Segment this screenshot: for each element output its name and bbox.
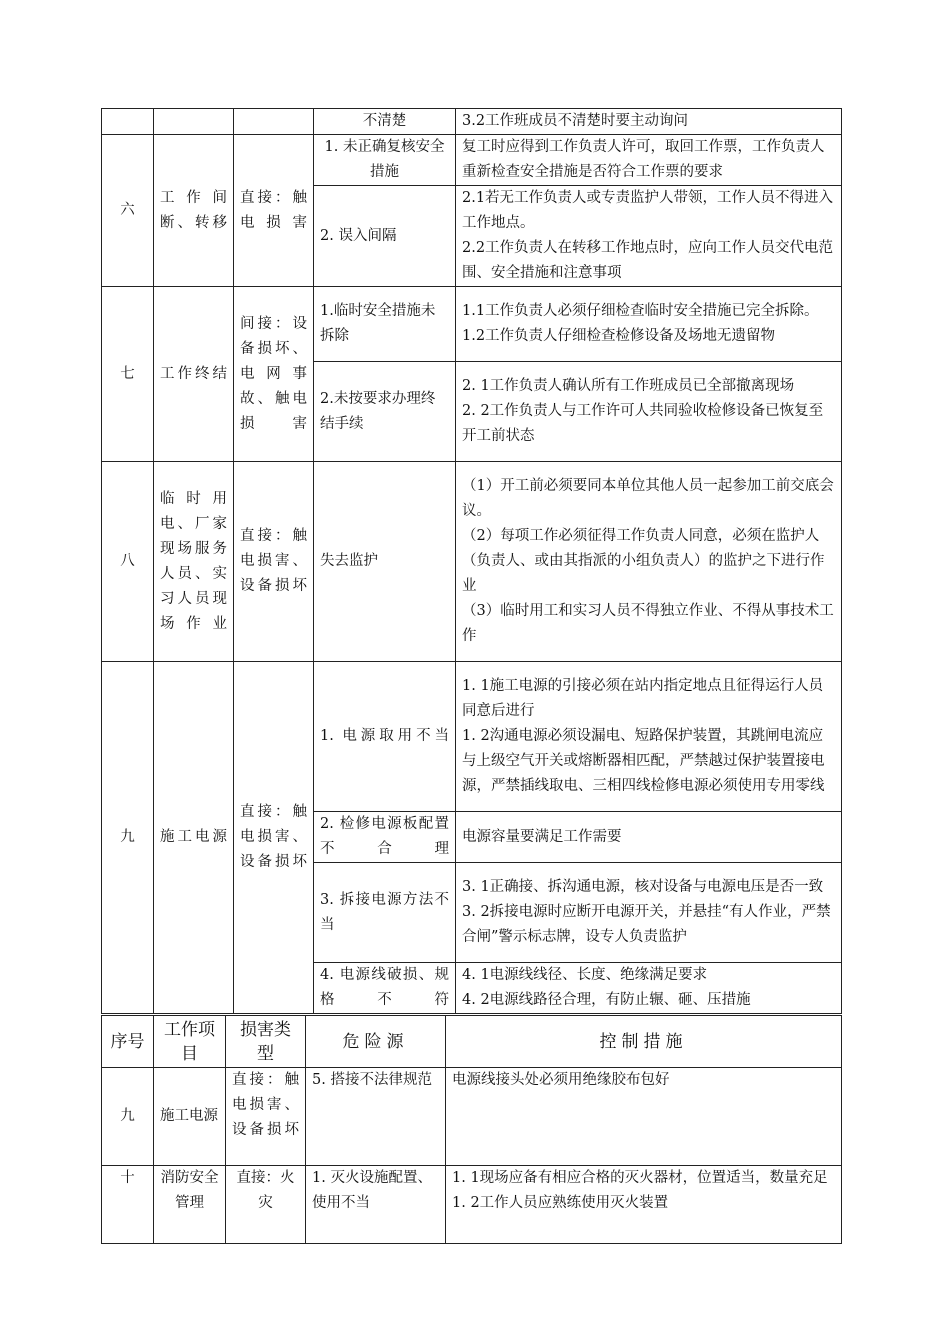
- measures-cell: [456, 812, 842, 863]
- measure-text: 2. 1工作负责人确认所有工作班成员已全部撤离现场: [462, 378, 795, 394]
- measure-text: 1. 1现场应备有相应合格的灭火器材，位置适当，数量充足: [452, 1170, 828, 1186]
- no-cell: 九: [102, 662, 154, 1014]
- table-row: [102, 109, 842, 135]
- measure-text: 1.2工作负责人仔细检查检修设备及场地无遗留物: [462, 328, 776, 344]
- measure-text: 2. 2工作负责人与工作许可人共同验收检修设备已恢复至开工前状态: [462, 403, 824, 444]
- hazard-cell: 4. 电源线破损、规格不符: [314, 963, 456, 1014]
- no-cell: [102, 109, 154, 135]
- hazard-cell: 失去监护: [314, 462, 456, 662]
- measures-cell: [456, 135, 842, 186]
- hazard-cell: 2. 检修电源板配置不合理: [314, 812, 456, 863]
- type-cell: 直接：火灾: [226, 1166, 306, 1244]
- header-no: 序号: [102, 1016, 154, 1068]
- table-row: [102, 287, 842, 362]
- measures-cell: [456, 863, 842, 963]
- measures-cell: [456, 662, 842, 812]
- measure-text: 3.2工作班成员不清楚时要主动询问: [462, 113, 689, 129]
- measure-text: 2.1若无工作负责人或专责监护人带领，工作人员不得进入工作地点。: [462, 190, 834, 231]
- no-cell: 八: [102, 462, 154, 662]
- measures-cell: [446, 1166, 842, 1244]
- measure-text: （3）临时用工和实习人员不得独立作业、不得从事技术工作: [462, 603, 834, 644]
- header-type: 损害类型: [226, 1016, 306, 1068]
- measures-cell: [456, 287, 842, 362]
- hazard-cell: 1. 未正确复核安全措施: [314, 135, 456, 186]
- hazard-cell: 2.未按要求办理终结手续: [314, 362, 456, 462]
- measure-text: 电源线接头处必须用绝缘胶布包好: [452, 1072, 670, 1088]
- table-row: [102, 135, 842, 186]
- measure-text: （1）开工前必须要同本单位其他人员一起参加工前交底会议。: [462, 478, 834, 519]
- no-cell: 九: [102, 1068, 154, 1166]
- type-cell: 直接：触电损害: [234, 135, 314, 287]
- type-cell: 间接：设备损坏、电网事故、触电损害: [234, 287, 314, 462]
- header-hazard: 危险源: [306, 1016, 446, 1068]
- measure-text: 4. 1电源线线径、长度、绝缘满足要求: [462, 967, 708, 983]
- type-cell: 直接：触电损害、设备损坏: [226, 1068, 306, 1166]
- measure-text: 1.1工作负责人必须仔细检查临时安全措施已完全拆除。: [462, 303, 819, 319]
- measure-text: （2）每项工作必须征得工作负责人同意，必须在监护人（负责人、或由其指派的小组负责人）的监护之下进行作业: [462, 528, 825, 594]
- hazard-cell: 不清楚: [314, 109, 456, 135]
- hazard-cell: 2. 误入间隔: [314, 186, 456, 287]
- measure-text: 4. 2电源线路径合理，有防止辗、砸、压措施: [462, 992, 751, 1008]
- measure-text: 2.2工作负责人在转移工作地点时，应向工作人员交代电范围、安全措施和注意事项: [462, 240, 834, 281]
- measure-text: 3. 2拆接电源时应断开电源开关，并悬挂“有人作业，严禁合闸”警示标志牌，设专人负责监护: [462, 904, 831, 945]
- measures-cell: [456, 462, 842, 662]
- measure-text: 1. 2沟通电源必须设漏电、短路保护装置，其跳闸电流应与上级空气开关或熔断器相匹配，严禁越过保护装置接电源，严禁插线取电、三相四线检修电源必须使用专用零线: [462, 728, 825, 794]
- no-cell: 六: [102, 135, 154, 287]
- table-header-row: [102, 1016, 842, 1068]
- measures-cell: [456, 109, 842, 135]
- measure-text: 电源容量要满足工作需要: [462, 828, 622, 845]
- measures-cell: [446, 1068, 842, 1166]
- no-cell: 十: [102, 1166, 154, 1244]
- type-cell: 直接：触电损害、设备损坏: [234, 662, 314, 1014]
- item-cell: 消防安全管理: [154, 1166, 226, 1244]
- no-cell: 七: [102, 287, 154, 462]
- table-row: [102, 662, 842, 812]
- measure-text: 1. 2工作人员应熟练使用灭火装置: [452, 1195, 669, 1211]
- item-cell: 临时用电、厂家现场服务人员、实习人员现场作业: [154, 462, 234, 662]
- measures-cell: [456, 362, 842, 462]
- measures-cell: [456, 963, 842, 1014]
- measure-text: 1. 1施工电源的引接必须在站内指定地点且征得运行人员同意后进行: [462, 678, 824, 719]
- hazard-control-table-continued: [101, 1015, 842, 1244]
- type-cell: 直接：触电损害、设备损坏: [234, 462, 314, 662]
- table-row: [102, 1068, 842, 1166]
- item-cell: 施工电源: [154, 662, 234, 1014]
- measure-text: 复工时应得到工作负责人许可，取回工作票，工作负责人重新检查安全措施是否符合工作票的要求: [462, 139, 825, 180]
- hazard-cell: 3. 拆接电源方法不当: [314, 863, 456, 963]
- header-measures: 控制措施: [446, 1016, 842, 1068]
- item-cell: 工作终结: [154, 287, 234, 462]
- item-cell: 工作间断、转移: [154, 135, 234, 287]
- hazard-control-table: [101, 108, 842, 1014]
- type-cell: [234, 109, 314, 135]
- hazard-cell: 1. 电源取用不当: [314, 662, 456, 812]
- table-row: [102, 1166, 842, 1244]
- hazard-cell: 1. 灭火设施配置、使用不当: [306, 1166, 446, 1244]
- hazard-cell: 5. 搭接不法律规范: [306, 1068, 446, 1166]
- header-item: 工作项目: [154, 1016, 226, 1068]
- hazard-cell: 1.临时安全措施未拆除: [314, 287, 456, 362]
- item-cell: [154, 109, 234, 135]
- item-cell: 施工电源: [154, 1068, 226, 1166]
- measures-cell: [456, 186, 842, 287]
- table-row: [102, 462, 842, 662]
- measure-text: 3. 1正确接、拆沟通电源，核对设备与电源电压是否一致: [462, 879, 824, 895]
